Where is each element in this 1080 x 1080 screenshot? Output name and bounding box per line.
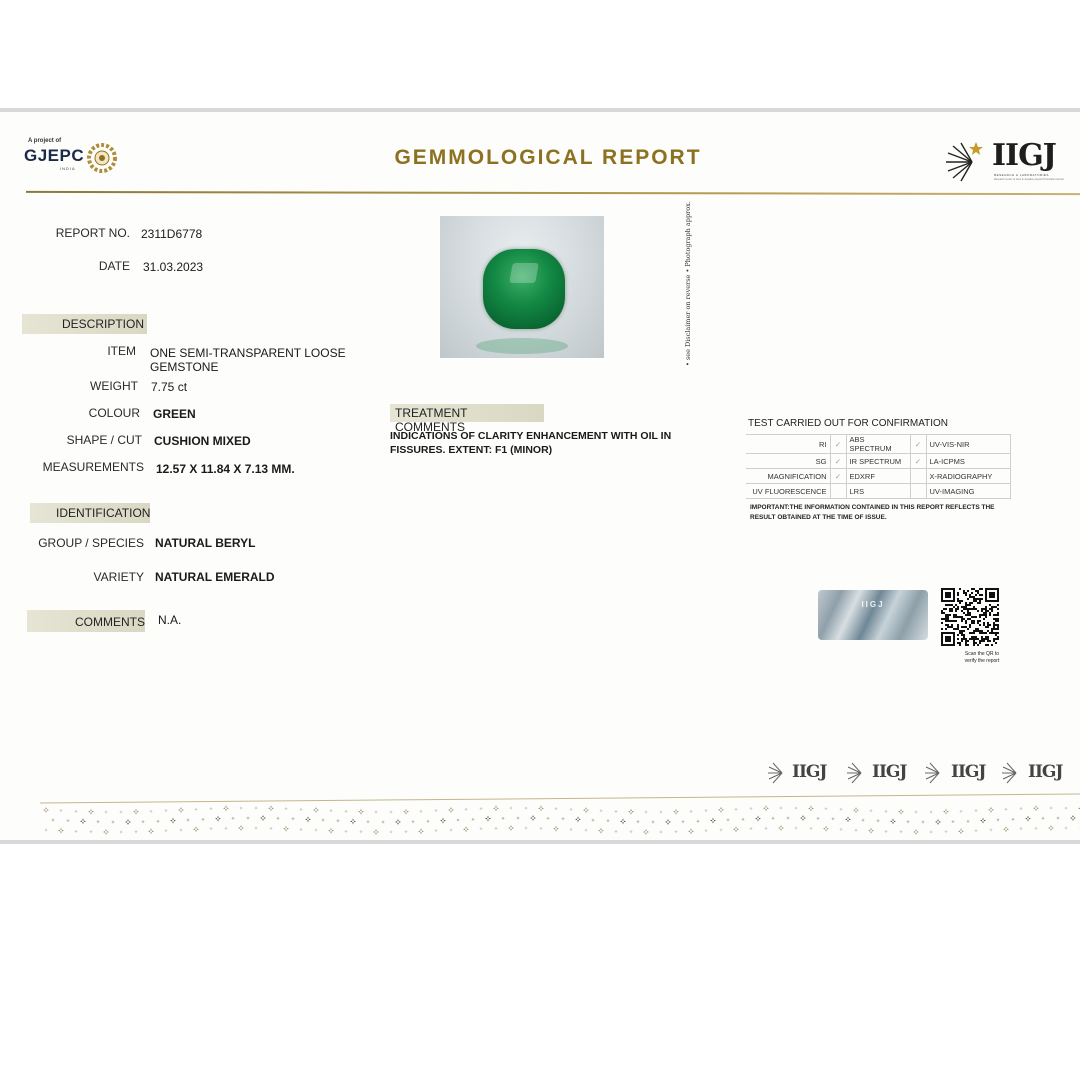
shape-label: SHAPE / CUT — [66, 433, 142, 447]
iigj-starburst-icon — [766, 762, 788, 784]
report-no-label: REPORT NO. — [55, 226, 130, 240]
qr-code-icon[interactable] — [940, 588, 1000, 646]
check-icon — [910, 469, 926, 484]
identification-heading: IDENTIFICATION — [30, 503, 150, 523]
date-label: DATE — [98, 259, 130, 273]
description-heading: DESCRIPTION — [22, 314, 147, 334]
test-cell: IR SPECTRUM — [846, 454, 910, 469]
photo-disclaimer-text: • see Disclaimer on reverse • Photograph approx. — [684, 201, 692, 366]
check-icon: ✓ — [830, 469, 846, 484]
iigj-logo-text: IIGJ — [992, 138, 1056, 173]
table-row — [746, 454, 1010, 469]
iigj-starburst-icon — [923, 762, 945, 784]
test-cell: RI — [746, 435, 830, 454]
report-sheet — [0, 108, 1080, 844]
test-cell: LA-ICPMS — [926, 454, 1010, 469]
measurements-value: 12.57 X 11.84 X 7.13 MM. — [156, 462, 295, 476]
hologram-text: IIGJ — [861, 600, 885, 609]
test-cell: EDXRF — [846, 469, 910, 484]
treatment-line1: INDICATIONS OF CLARITY ENHANCEMENT WITH OIL IN — [390, 430, 672, 442]
test-cell: ABS SPECTRUM — [846, 435, 910, 454]
treatment-line2: FISSURES. EXTENT: F1 (MINOR) — [390, 444, 553, 456]
test-cell: UV-VIS-NIR — [926, 435, 1010, 454]
photo-disclaimer — [674, 201, 692, 366]
report-no-value: 2311D6778 — [141, 227, 203, 241]
decorative-sparkle-border — [40, 802, 1080, 842]
check-icon: ✓ — [910, 435, 926, 454]
test-cell: UV FLUORESCENCE — [746, 484, 830, 499]
group-species-value: NATURAL BERYL — [155, 536, 256, 550]
treatment-heading: TREATMENT COMMENTS — [390, 404, 544, 422]
item-value-line2: GEMSTONE — [150, 360, 219, 374]
test-cell: SG — [746, 454, 830, 469]
project-note: A project of — [28, 138, 62, 144]
footer-logo-1: IIGJ — [792, 762, 827, 782]
variety-label: VARIETY — [93, 570, 144, 584]
test-cell: X-RADIOGRAPHY — [926, 469, 1010, 484]
check-icon: ✓ — [910, 454, 926, 469]
table-row — [746, 469, 1010, 484]
test-cell: LRS — [846, 484, 910, 499]
item-label: ITEM — [107, 344, 136, 358]
emerald-reflection — [476, 338, 568, 354]
page-title: GEMMOLOGICAL REPORT — [394, 146, 702, 169]
colour-label: COLOUR — [88, 406, 140, 420]
check-icon: ✓ — [830, 454, 846, 469]
test-cell: UV-IMAGING — [926, 484, 1010, 499]
tests-table — [746, 434, 1011, 499]
qr-note-line2: verify the report — [964, 658, 1000, 664]
footer-logo-2: IIGJ — [872, 762, 907, 782]
qr-note-line1: Scan the QR to — [964, 651, 1000, 657]
qr-note — [952, 651, 1012, 665]
gjepc-sub: INDIA — [60, 166, 76, 171]
comments-heading: COMMENTS — [27, 610, 145, 632]
shape-value: CUSHION MIXED — [154, 434, 251, 448]
test-cell: MAGNIFICATION — [746, 469, 830, 484]
gemstone-photo — [440, 216, 604, 358]
footer-logo-4: IIGJ — [1028, 762, 1063, 782]
date-value: 31.03.2023 — [143, 260, 204, 274]
important-note — [750, 503, 1020, 523]
check-icon — [830, 484, 846, 499]
tests-title: TEST CARRIED OUT FOR CONFIRMATION — [748, 418, 949, 429]
important-label: IMPORTANT: — [750, 504, 790, 511]
emerald-image — [483, 249, 565, 329]
important-text: THE INFORMATION CONTAINED IN THIS REPORT REFLECTS THE RESULT OBTAINED AT THE TIME OF ISSUE. — [750, 504, 995, 521]
comments-value: N.A. — [158, 613, 182, 627]
iigj-tagline: Research center of Gem & Jewellery Export Promotion Council — [994, 178, 1064, 181]
check-icon: ✓ — [830, 435, 846, 454]
header-divider — [26, 191, 1080, 195]
weight-label: WEIGHT — [90, 379, 138, 393]
colour-value: GREEN — [153, 407, 196, 421]
measurements-label: MEASUREMENTS — [42, 460, 144, 474]
iigj-starburst-icon — [1000, 762, 1022, 784]
hologram-sticker — [818, 590, 928, 640]
check-icon — [910, 484, 926, 499]
group-species-label: GROUP / SPECIES — [38, 536, 144, 550]
iigj-sub: RESEARCH & LABORATORIES — [994, 173, 1049, 177]
variety-value: NATURAL EMERALD — [155, 570, 275, 584]
table-row — [746, 484, 1010, 499]
iigj-starburst-icon — [845, 762, 867, 784]
weight-value: 7.75 ct — [151, 380, 188, 394]
item-value-line1: ONE SEMI-TRANSPARENT LOOSE — [150, 346, 346, 360]
gjepc-logo-text: GJEPC — [24, 146, 85, 165]
iigj-starburst-icon — [942, 140, 986, 184]
footer-logo-3: IIGJ — [951, 762, 986, 782]
table-row — [746, 435, 1010, 454]
